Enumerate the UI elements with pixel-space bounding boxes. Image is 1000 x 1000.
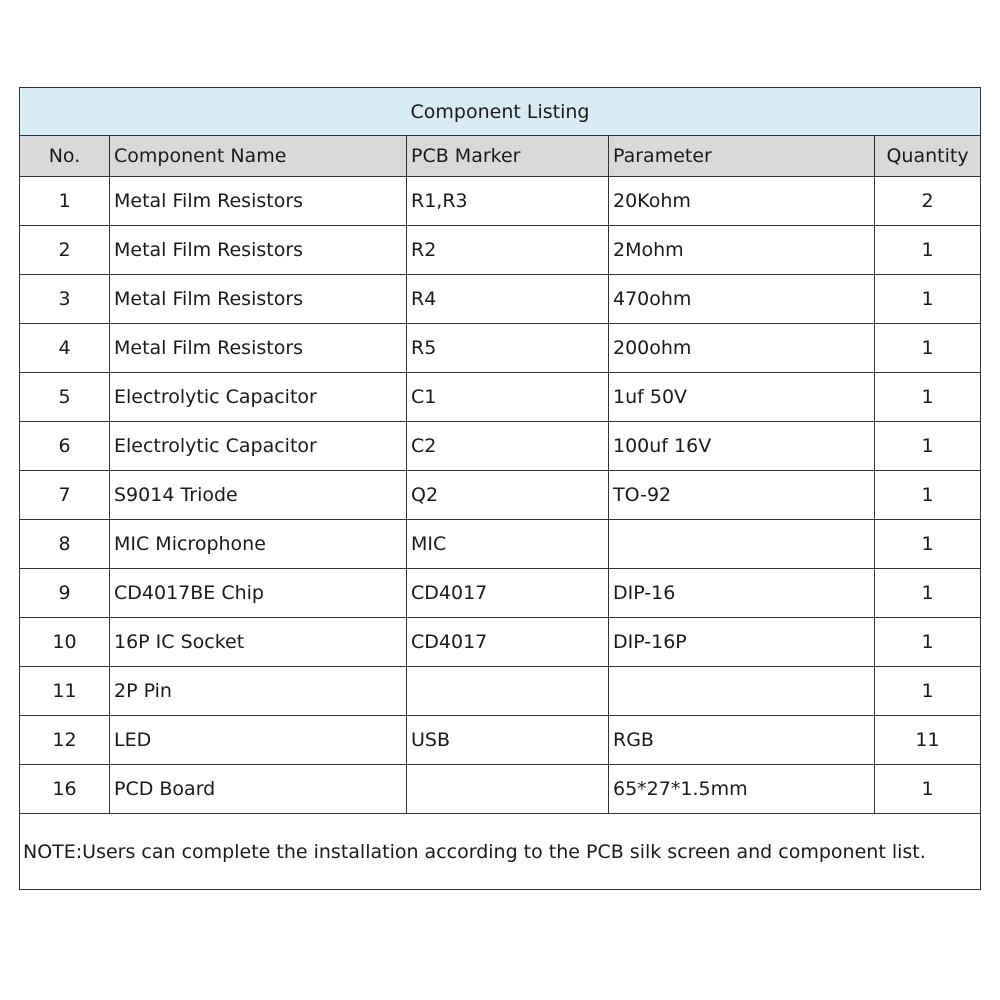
cell-pcb-marker: C1: [407, 373, 609, 422]
header-no: No.: [20, 136, 110, 177]
cell-parameter: 470ohm: [609, 275, 875, 324]
cell-pcb-marker: R1,R3: [407, 177, 609, 226]
cell-component-name: Metal Film Resistors: [110, 275, 407, 324]
table-row: [20, 324, 981, 373]
cell-pcb-marker: [407, 765, 609, 814]
cell-quantity: 1: [875, 520, 981, 569]
cell-parameter: [609, 667, 875, 716]
cell-quantity: 1: [875, 275, 981, 324]
cell-quantity: 1: [875, 667, 981, 716]
cell-quantity: 1: [875, 373, 981, 422]
cell-no: 16: [20, 765, 110, 814]
cell-no: 8: [20, 520, 110, 569]
cell-quantity: 1: [875, 324, 981, 373]
table-row: [20, 667, 981, 716]
cell-component-name: Metal Film Resistors: [110, 324, 407, 373]
cell-component-name: CD4017BE Chip: [110, 569, 407, 618]
cell-no: 1: [20, 177, 110, 226]
cell-no: 10: [20, 618, 110, 667]
cell-component-name: 2P Pin: [110, 667, 407, 716]
cell-quantity: 1: [875, 422, 981, 471]
cell-parameter: 1uf 50V: [609, 373, 875, 422]
cell-pcb-marker: USB: [407, 716, 609, 765]
cell-pcb-marker: R5: [407, 324, 609, 373]
cell-quantity: 1: [875, 569, 981, 618]
cell-component-name: Metal Film Resistors: [110, 177, 407, 226]
table-row: [20, 177, 981, 226]
cell-parameter: 200ohm: [609, 324, 875, 373]
cell-quantity: 1: [875, 226, 981, 275]
cell-parameter: 65*27*1.5mm: [609, 765, 875, 814]
cell-parameter: 2Mohm: [609, 226, 875, 275]
cell-component-name: PCD Board: [110, 765, 407, 814]
cell-component-name: Metal Film Resistors: [110, 226, 407, 275]
cell-parameter: TO-92: [609, 471, 875, 520]
cell-parameter: 20Kohm: [609, 177, 875, 226]
cell-pcb-marker: MIC: [407, 520, 609, 569]
cell-parameter: 100uf 16V: [609, 422, 875, 471]
cell-no: 3: [20, 275, 110, 324]
cell-quantity: 1: [875, 618, 981, 667]
table-row: [20, 275, 981, 324]
header-parameter: Parameter: [609, 136, 875, 177]
table-row: [20, 226, 981, 275]
cell-quantity: 1: [875, 471, 981, 520]
table-row: [20, 765, 981, 814]
cell-quantity: 1: [875, 765, 981, 814]
table-row: [20, 569, 981, 618]
cell-no: 9: [20, 569, 110, 618]
cell-parameter: DIP-16: [609, 569, 875, 618]
cell-component-name: Electrolytic Capacitor: [110, 422, 407, 471]
note-text: NOTE:Users can complete the installation according to the PCB silk screen and component list.: [20, 814, 981, 890]
header-pcb-marker: PCB Marker: [407, 136, 609, 177]
header-row: [20, 136, 981, 177]
cell-no: 11: [20, 667, 110, 716]
table-row: [20, 520, 981, 569]
cell-no: 7: [20, 471, 110, 520]
table-row: [20, 373, 981, 422]
table-row: [20, 422, 981, 471]
cell-no: 12: [20, 716, 110, 765]
title-row: [20, 88, 981, 136]
table-title: Component Listing: [20, 88, 981, 136]
cell-pcb-marker: R4: [407, 275, 609, 324]
cell-quantity: 2: [875, 177, 981, 226]
cell-parameter: RGB: [609, 716, 875, 765]
cell-component-name: S9014 Triode: [110, 471, 407, 520]
cell-component-name: MIC Microphone: [110, 520, 407, 569]
cell-no: 5: [20, 373, 110, 422]
cell-quantity: 11: [875, 716, 981, 765]
cell-component-name: LED: [110, 716, 407, 765]
note-row: [20, 814, 981, 890]
cell-pcb-marker: R2: [407, 226, 609, 275]
cell-component-name: Electrolytic Capacitor: [110, 373, 407, 422]
cell-pcb-marker: Q2: [407, 471, 609, 520]
cell-pcb-marker: C2: [407, 422, 609, 471]
cell-component-name: 16P IC Socket: [110, 618, 407, 667]
table-row: [20, 471, 981, 520]
component-listing-table: [19, 87, 981, 890]
cell-pcb-marker: CD4017: [407, 618, 609, 667]
cell-no: 4: [20, 324, 110, 373]
cell-pcb-marker: [407, 667, 609, 716]
cell-no: 2: [20, 226, 110, 275]
table-row: [20, 618, 981, 667]
table-row: [20, 716, 981, 765]
header-quantity: Quantity: [875, 136, 981, 177]
cell-parameter: DIP-16P: [609, 618, 875, 667]
cell-parameter: [609, 520, 875, 569]
cell-pcb-marker: CD4017: [407, 569, 609, 618]
header-component-name: Component Name: [110, 136, 407, 177]
cell-no: 6: [20, 422, 110, 471]
